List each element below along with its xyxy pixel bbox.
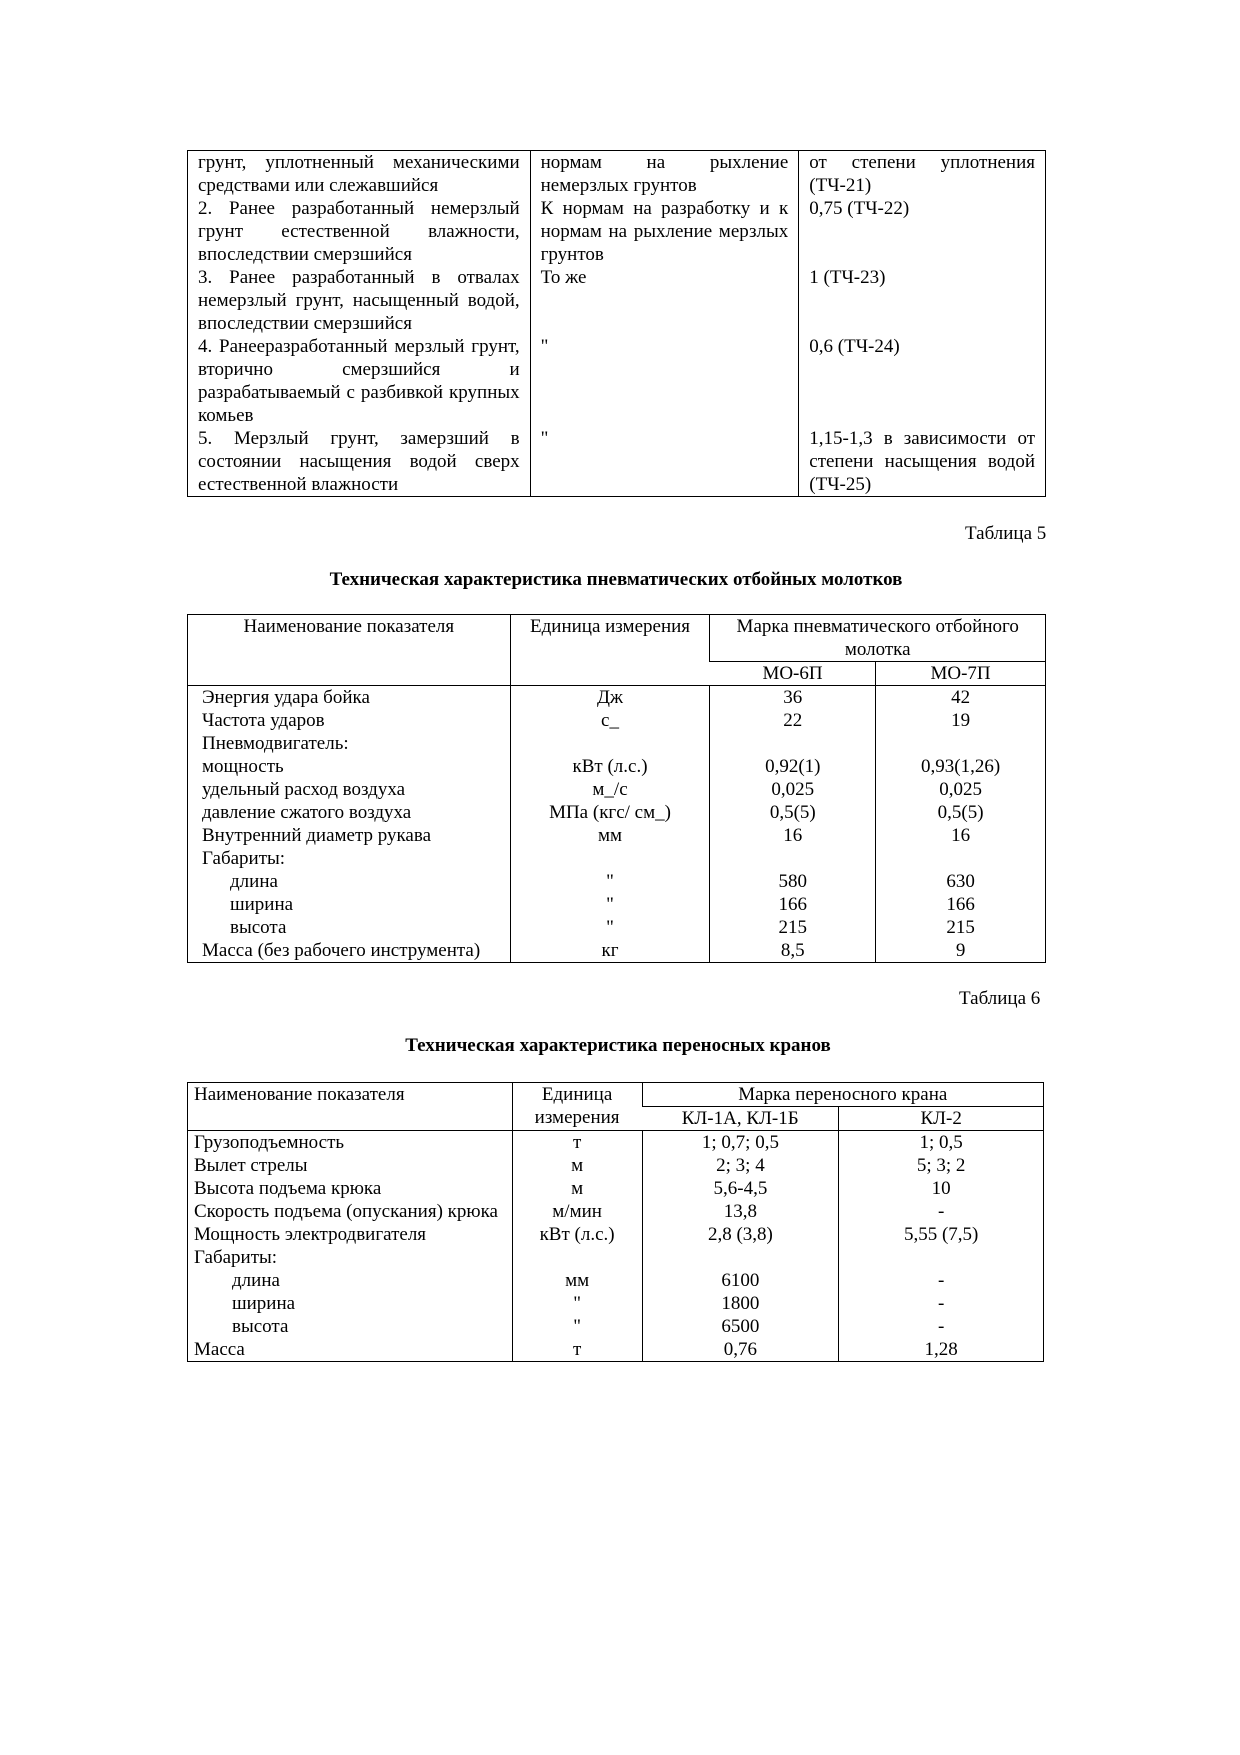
kl1-value-cell: 1800 <box>642 1292 839 1315</box>
table-row <box>188 197 1046 266</box>
soil-type-cell: 4. Ранееразработанный мерзлый грунт, вторично смерзшийся и разрабатываемый с разбивкой крупных комьев <box>198 336 520 426</box>
unit-cell: т <box>512 1338 642 1362</box>
mo6p-value-cell: 0,025 <box>710 778 876 801</box>
mo7p-value-cell: 215 <box>876 916 1046 939</box>
table-row <box>188 732 1046 755</box>
indicator-name-cell: длина <box>230 871 278 892</box>
indicator-name-cell: мощность <box>202 756 284 777</box>
table-row <box>188 1223 1044 1246</box>
indicator-name-cell: Внутренний диаметр рукава <box>202 825 432 846</box>
kl2-value-cell: 1; 0,5 <box>839 1131 1044 1155</box>
table5-caption: Таблица 5 <box>965 523 1047 544</box>
indicator-name-cell: Высота подъема крюка <box>194 1178 382 1199</box>
table-row <box>188 1177 1044 1200</box>
soil-type-cell: грунт, уплотненный механическими средствами или слежавшийся <box>198 152 520 196</box>
mo7p-value-cell: 0,93(1,26) <box>876 755 1046 778</box>
mo6p-value-cell <box>710 847 876 870</box>
unit-cell: мм <box>512 1269 642 1292</box>
unit-cell: т <box>512 1131 642 1155</box>
mo6p-value-cell: 16 <box>710 824 876 847</box>
t6-header-unit: Единица измерения <box>512 1083 642 1131</box>
table-row <box>188 939 1046 963</box>
indicator-name-cell: Габариты: <box>202 848 286 869</box>
mo6p-value-cell: 0,5(5) <box>710 801 876 824</box>
table-row <box>188 151 1046 198</box>
unit-cell: " <box>510 916 710 939</box>
soil-type-cell: 5. Мерзлый грунт, замерзший в состоянии насыщения водой сверх естественной влажности <box>198 428 520 495</box>
table-row <box>188 1131 1044 1155</box>
indicator-name-cell: Частота ударов <box>202 710 325 731</box>
indicator-name-cell: ширина <box>230 894 294 915</box>
indicator-name-cell: Масса (без рабочего инструмента) <box>202 940 481 961</box>
table-row <box>188 778 1046 801</box>
indicator-name-cell: удельный расход воздуха <box>202 779 406 800</box>
table-row <box>188 1292 1044 1315</box>
table-row <box>188 1246 1044 1269</box>
table-row <box>188 1200 1044 1223</box>
t6-header-kl1: КЛ-1А, КЛ-1Б <box>642 1107 839 1131</box>
t6-header-brand: Марка переносного крана <box>642 1083 1043 1107</box>
table-row <box>188 893 1046 916</box>
kl1-value-cell: 13,8 <box>642 1200 839 1223</box>
table5-title: Техническая характеристика пневматических отбойных молотков <box>329 569 903 590</box>
mo6p-value-cell: 215 <box>710 916 876 939</box>
kl1-value-cell: 6500 <box>642 1315 839 1338</box>
kl1-value-cell: 2,8 (3,8) <box>642 1223 839 1246</box>
indicator-name-cell: ширина <box>232 1293 296 1314</box>
table-row <box>188 1338 1044 1362</box>
mo7p-value-cell <box>876 847 1046 870</box>
unit-cell: " <box>510 893 710 916</box>
kl1-value-cell: 5,6-4,5 <box>642 1177 839 1200</box>
unit-cell <box>510 732 710 755</box>
soil-type-cell: 2. Ранее разработанный немерзлый грунт естественной влажности, впоследствии смерзшийся <box>198 198 520 265</box>
unit-cell <box>510 847 710 870</box>
mo6p-value-cell <box>710 732 876 755</box>
mo7p-value-cell: 630 <box>876 870 1046 893</box>
unit-cell: Дж <box>510 686 710 710</box>
unit-cell: с_ <box>510 709 710 732</box>
table-row <box>188 266 1046 335</box>
norm-cell: То же <box>530 266 799 335</box>
portable-cranes-table <box>187 1082 1044 1362</box>
kl2-value-cell: 5; 3; 2 <box>839 1154 1044 1177</box>
t6-header-kl2: КЛ-2 <box>839 1107 1044 1131</box>
table-row <box>188 709 1046 732</box>
indicator-name-cell: Габариты: <box>194 1247 278 1268</box>
kl2-value-cell: 10 <box>839 1177 1044 1200</box>
table-row <box>188 1154 1044 1177</box>
kl1-value-cell: 2; 3; 4 <box>642 1154 839 1177</box>
table-row <box>188 847 1046 870</box>
table-row <box>188 801 1046 824</box>
norm-cell: К нормам на разработку и к нормам на рыхление мерзлых грунтов <box>530 197 799 266</box>
unit-cell: МПа (кгс/ см_) <box>510 801 710 824</box>
table6-title: Техническая характеристика переносных кранов <box>405 1035 831 1056</box>
unit-cell: м/мин <box>512 1200 642 1223</box>
indicator-name-cell: высота <box>230 917 287 938</box>
table-row <box>188 916 1046 939</box>
table-row <box>188 335 1046 427</box>
mo7p-value-cell: 42 <box>876 686 1046 710</box>
indicator-name-cell: Энергия удара бойка <box>188 686 511 710</box>
indicator-name-cell: Вылет стрелы <box>194 1155 308 1176</box>
t5-header-mo7p: МО-7П <box>876 662 1046 686</box>
mo7p-value-cell: 166 <box>876 893 1046 916</box>
indicator-name-cell: Масса <box>194 1339 245 1360</box>
norm-cell: нормам на рыхление немерзлых грунтов <box>530 151 799 198</box>
mo7p-value-cell: 0,5(5) <box>876 801 1046 824</box>
table-row <box>188 1315 1044 1338</box>
kl1-value-cell: 6100 <box>642 1269 839 1292</box>
kl2-value-cell: - <box>839 1200 1044 1223</box>
mo7p-value-cell <box>876 732 1046 755</box>
kl1-value-cell: 0,76 <box>642 1338 839 1362</box>
pneumatic-hammers-table <box>187 614 1046 963</box>
kl2-value-cell: 5,55 (7,5) <box>839 1223 1044 1246</box>
table-row <box>188 686 1046 710</box>
table-row <box>188 427 1046 497</box>
pneumatic-hammers-table-body <box>188 615 1046 963</box>
t5-header-mo6p: МО-6П <box>710 662 876 686</box>
norm-cell: " <box>530 335 799 427</box>
mo6p-value-cell: 8,5 <box>710 939 876 963</box>
unit-cell <box>512 1246 642 1269</box>
kl2-value-cell <box>839 1246 1044 1269</box>
kl1-value-cell <box>642 1246 839 1269</box>
indicator-name-cell: высота <box>232 1316 289 1337</box>
mo7p-value-cell: 16 <box>876 824 1046 847</box>
indicator-name-cell: Грузоподъемность <box>194 1132 345 1153</box>
coefficient-cell: 1 (ТЧ-23) <box>799 266 1046 335</box>
t5-header-brand: Марка пневматического отбойного молотка <box>710 615 1046 662</box>
kl2-value-cell: - <box>839 1292 1044 1315</box>
indicator-name-cell: Скорость подъема (опускания) крюка <box>194 1201 498 1222</box>
table-row <box>188 824 1046 847</box>
coefficient-cell: 0,6 (ТЧ-24) <box>799 335 1046 427</box>
mo6p-value-cell: 580 <box>710 870 876 893</box>
unit-cell: м_/с <box>510 778 710 801</box>
mo7p-value-cell: 0,025 <box>876 778 1046 801</box>
mo7p-value-cell: 19 <box>876 709 1046 732</box>
unit-cell: кВт (л.с.) <box>510 755 710 778</box>
soil-coefficients-table-body <box>188 151 1046 497</box>
mo6p-value-cell: 166 <box>710 893 876 916</box>
coefficient-cell: от степени уплотнения (ТЧ-21) <box>799 151 1046 198</box>
unit-cell: кг <box>510 939 710 963</box>
table6-caption: Таблица 6 <box>959 988 1041 1009</box>
portable-cranes-table-body <box>188 1083 1044 1362</box>
unit-cell: м <box>512 1177 642 1200</box>
indicator-name-cell: давление сжатого воздуха <box>202 802 412 823</box>
table-row <box>188 755 1046 778</box>
soil-type-cell: 3. Ранее разработанный в отвалах немерзлый грунт, насыщенный водой, впоследствии смерзшийся <box>198 267 520 334</box>
coefficient-cell: 1,15-1,3 в зависимости от степени насыщения водой (ТЧ-25) <box>799 427 1046 497</box>
unit-cell: кВт (л.с.) <box>512 1223 642 1246</box>
unit-cell: м <box>512 1154 642 1177</box>
unit-cell: " <box>510 870 710 893</box>
kl2-value-cell: 1,28 <box>839 1338 1044 1362</box>
mo7p-value-cell: 9 <box>876 939 1046 963</box>
table-row <box>188 1269 1044 1292</box>
kl2-value-cell: - <box>839 1269 1044 1292</box>
coefficient-cell: 0,75 (ТЧ-22) <box>799 197 1046 266</box>
soil-coefficients-table <box>187 150 1046 497</box>
t5-header-name: Наименование показателя <box>188 615 511 686</box>
table-row <box>188 870 1046 893</box>
norm-cell: " <box>530 427 799 497</box>
unit-cell: " <box>512 1292 642 1315</box>
indicator-name-cell: Мощность электродвигателя <box>194 1224 427 1245</box>
unit-cell: " <box>512 1315 642 1338</box>
mo6p-value-cell: 0,92(1) <box>710 755 876 778</box>
kl1-value-cell: 1; 0,7; 0,5 <box>642 1131 839 1155</box>
mo6p-value-cell: 22 <box>710 709 876 732</box>
t5-header-unit: Единица измерения <box>510 615 710 686</box>
kl2-value-cell: - <box>839 1315 1044 1338</box>
mo6p-value-cell: 36 <box>710 686 876 710</box>
indicator-name-cell: длина <box>232 1270 280 1291</box>
t6-header-name: Наименование показателя <box>188 1083 513 1131</box>
unit-cell: мм <box>510 824 710 847</box>
indicator-name-cell: Пневмодвигатель: <box>202 733 349 754</box>
